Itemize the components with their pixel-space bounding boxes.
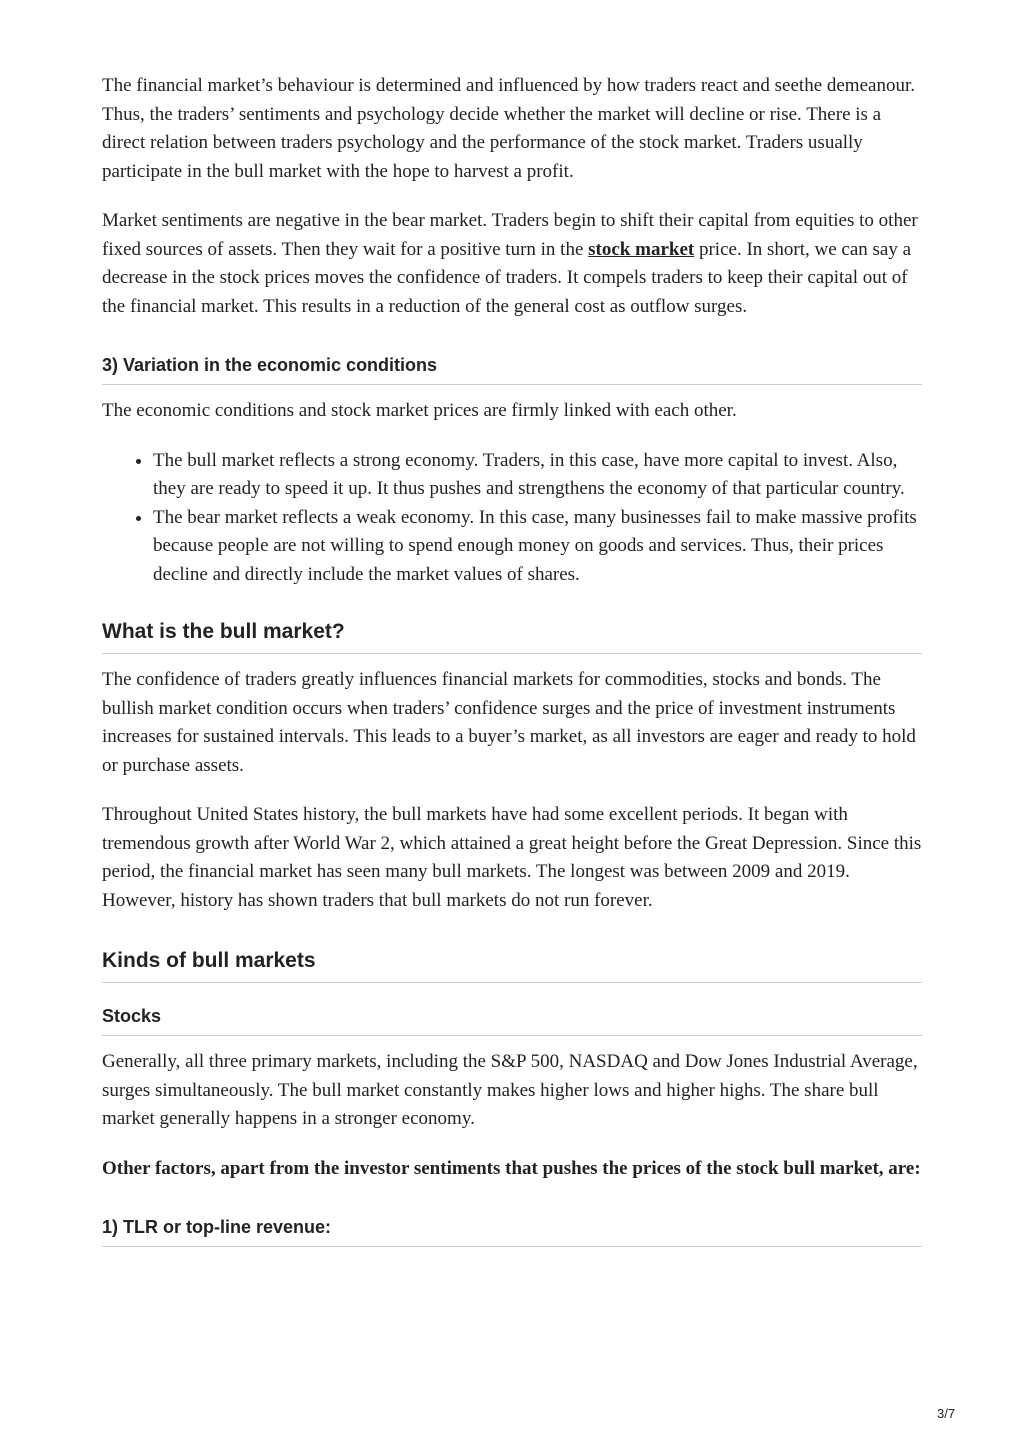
stock-market-link[interactable]: stock market — [588, 238, 695, 260]
paragraph-other-factors: Other factors, apart from the investor sentiments that pushes the prices of the stock bull market, are: — [102, 1157, 921, 1179]
page-number: 3/7 — [937, 1406, 956, 1421]
list-item: • The bear market reflects a weak economy. In this case, many businesses fail to make massive profits because people are not willing to spend enough money on goods and services. Thus, their prices decline and directly include the market values of shares. — [153, 504, 922, 590]
document-page — [102, 72, 922, 1259]
heading-economic-conditions: 3) Variation in the economic conditions — [102, 354, 922, 385]
heading-stocks: Stocks — [102, 1005, 922, 1036]
paragraph-bear-sentiment — [102, 207, 922, 321]
paragraph-economic: The economic conditions and stock market prices are firmly linked with each other. — [102, 400, 737, 421]
heading-what-is-bull-market: What is the bull market? — [102, 619, 922, 654]
paragraph-text: price. In short, we can say a decrease in the stock prices moves the confidence of traders. It compels traders to keep their capital out of the financial market. This results in a reduction of the general cost as outflow surges. — [102, 238, 912, 317]
paragraph-text: Market sentiments are negative in the bear market. Traders begin to shift their capital from equities to other fixed sources of assets. Then they wait for a positive turn in the — [102, 210, 918, 260]
paragraph-trader-psychology: The financial market’s behaviour is determined and influenced by how traders react and seethe demeanour. Thus, the traders’ sentiments and psychology decide whether the market will decline or rise. There is a direct relation between traders psychology and the performance of the stock market. Traders usually participate in the bull market with the hope to harvest a profit. — [102, 75, 915, 182]
heading-kinds-of-bull-markets: Kinds of bull markets — [102, 948, 922, 983]
paragraph-bull-history: Throughout United States history, the bull markets have had some excellent periods. It began with tremendous growth after World War 2, which attained a great height before the Great Depression. Since this period, the financial market has seen many bull markets. The longest was between 2009 and 2019. However, history has shown traders that bull markets do not run forever. — [102, 804, 922, 911]
economic-bullet-list — [102, 447, 922, 590]
heading-tlr: 1) TLR or top-line revenue: — [102, 1216, 922, 1247]
paragraph-bull-confidence: The confidence of traders greatly influences financial markets for commodities, stocks and bonds. The bullish market condition occurs when traders’ confidence surges and the price of investment instruments increases for sustained intervals. This leads to a buyer’s market, as all investors are eager and ready to hold or purchase assets. — [102, 669, 916, 776]
paragraph-stocks: Generally, all three primary markets, including the S&P 500, NASDAQ and Dow Jones Industrial Average, surges simultaneously. The bull market constantly makes higher lows and higher highs. The share bull market generally happens in a stronger economy. — [102, 1051, 918, 1129]
list-item: • The bull market reflects a strong economy. Traders, in this case, have more capital to invest. Also, they are ready to speed it up. It thus pushes and strengthens the economy of that particular country. — [153, 447, 922, 504]
